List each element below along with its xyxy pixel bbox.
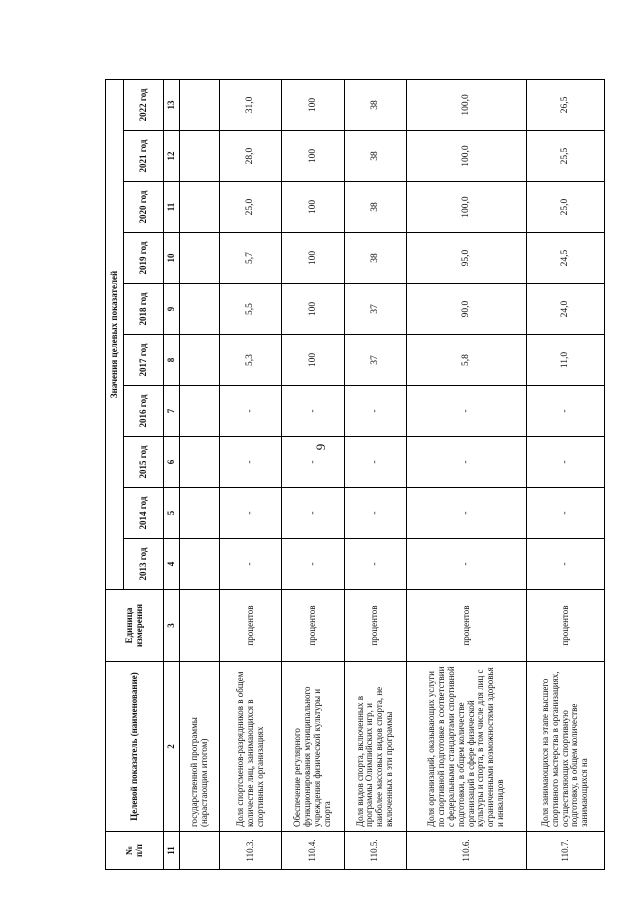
year-value: -	[220, 488, 282, 539]
unit: процентов	[282, 590, 344, 662]
year-value: 24,5	[527, 233, 605, 284]
unit: процентов	[406, 590, 526, 662]
column-number: 8	[164, 335, 180, 386]
year-value: 25,0	[220, 182, 282, 233]
year-value: -	[344, 386, 406, 437]
year-value: -	[282, 437, 344, 488]
year-value	[180, 437, 220, 488]
column-number: 5	[164, 488, 180, 539]
year-value: 100,0	[406, 79, 526, 130]
year-value: -	[282, 488, 344, 539]
year-value: -	[406, 437, 526, 488]
year-value: -	[282, 386, 344, 437]
year-value: -	[282, 539, 344, 590]
year-value: 38	[344, 131, 406, 182]
year-value: -	[220, 386, 282, 437]
target-indicators-table	[105, 79, 605, 870]
indicator-name: Обеспечение регулярного функционирования муниципального учреждения физической культуры и спорта	[282, 662, 344, 832]
table-row	[180, 79, 220, 869]
indicator-name: государственной программы (нарастающим итогом)	[180, 662, 220, 832]
column-number: 2	[164, 662, 180, 832]
year-value: 5,8	[406, 335, 526, 386]
column-number: 13	[164, 79, 180, 130]
column-number: 6	[164, 437, 180, 488]
header-year: 2013 год	[124, 539, 164, 590]
column-number: 9	[164, 284, 180, 335]
year-value: 5,3	[220, 335, 282, 386]
year-value: 24,0	[527, 284, 605, 335]
year-value: 26,5	[527, 79, 605, 130]
year-value: 95,0	[406, 233, 526, 284]
column-number: 7	[164, 386, 180, 437]
row-number: 110.4.	[282, 832, 344, 870]
indicator-name: Доля организаций, оказывающих услуги по спортивной подготовке в соответствии с федеральными стандартами спортивной подготовки, в общем количестве организаций в сфере физической культуры и спорта, в том числе для лиц с ограниченными возможностями здоровья и инвалидов	[406, 662, 526, 832]
year-value: 100	[282, 182, 344, 233]
year-value: 38	[344, 233, 406, 284]
row-number: 110.5.	[344, 832, 406, 870]
column-number: 4	[164, 539, 180, 590]
year-value: 11,0	[527, 335, 605, 386]
year-value	[180, 131, 220, 182]
indicator-name: Доля видов спорта, включенных в программы Олимпийских игр, и наиболее массовых видов спорта, не включенных в эти программы	[344, 662, 406, 832]
year-value: 100	[282, 335, 344, 386]
year-value: 100	[282, 79, 344, 130]
year-value	[180, 488, 220, 539]
table-stage	[105, 80, 605, 870]
year-value: -	[344, 539, 406, 590]
year-value: 25,0	[527, 182, 605, 233]
header-year: 2015 год	[124, 437, 164, 488]
column-number-row	[164, 79, 180, 869]
table-row	[406, 79, 526, 869]
header-year: 2018 год	[124, 284, 164, 335]
column-number: 3	[164, 590, 180, 662]
unit	[180, 590, 220, 662]
header-year: 2017 год	[124, 335, 164, 386]
column-number: 11	[164, 832, 180, 870]
header-year: 2014 год	[124, 488, 164, 539]
row-number: 110.6.	[406, 832, 526, 870]
year-value	[180, 539, 220, 590]
year-value: 100	[282, 233, 344, 284]
year-value: 100,0	[406, 131, 526, 182]
year-value	[180, 182, 220, 233]
header-year: 2020 год	[124, 182, 164, 233]
year-value: 90,0	[406, 284, 526, 335]
year-value	[180, 79, 220, 130]
year-value: 28,0	[220, 131, 282, 182]
year-value	[180, 335, 220, 386]
table-row	[220, 79, 282, 869]
header-year: 2016 год	[124, 386, 164, 437]
year-value: 100	[282, 131, 344, 182]
page-number: 9	[313, 443, 328, 451]
year-value	[180, 386, 220, 437]
year-value: -	[344, 437, 406, 488]
year-value: 100	[282, 284, 344, 335]
year-value: 5,5	[220, 284, 282, 335]
table-row	[282, 79, 344, 869]
year-value: 37	[344, 335, 406, 386]
header-indicator: Целевой показатель (наименование)	[106, 662, 164, 832]
unit: процентов	[344, 590, 406, 662]
year-value: -	[220, 539, 282, 590]
column-number: 11	[164, 182, 180, 233]
year-value: -	[406, 539, 526, 590]
table-row	[344, 79, 406, 869]
year-value: -	[406, 386, 526, 437]
year-value: -	[527, 437, 605, 488]
header-values-group: Значения целевых показателей	[106, 79, 124, 589]
year-value: 38	[344, 182, 406, 233]
year-value: 31,0	[220, 79, 282, 130]
indicator-name: Доля спортсменов-разрядников в общем количестве лиц, занимающихся в спортивных организациях	[220, 662, 282, 832]
header-year: 2022 год	[124, 79, 164, 130]
year-value: -	[527, 386, 605, 437]
column-number: 10	[164, 233, 180, 284]
year-value	[180, 233, 220, 284]
header-no: № п/п	[106, 832, 164, 870]
rotated-table-wrapper	[105, 80, 605, 870]
year-value: -	[527, 539, 605, 590]
header-unit: Единица измерения	[106, 590, 164, 662]
column-number: 12	[164, 131, 180, 182]
year-value: -	[344, 488, 406, 539]
unit: процентов	[527, 590, 605, 662]
row-number: 110.3.	[220, 832, 282, 870]
year-value	[180, 284, 220, 335]
year-value: 100,0	[406, 182, 526, 233]
year-value: 38	[344, 79, 406, 130]
year-value: 5,7	[220, 233, 282, 284]
table-row	[527, 79, 605, 869]
indicator-name: Доля занимающихся на этапе высшего спортивного мастерства в организациях, осуществляющих спортивную подготовку, в общем количестве занимающихся на	[527, 662, 605, 832]
row-number	[180, 832, 220, 870]
header-year: 2019 год	[124, 233, 164, 284]
unit: процентов	[220, 590, 282, 662]
year-value: 25,5	[527, 131, 605, 182]
year-value: -	[527, 488, 605, 539]
row-number: 110.7.	[527, 832, 605, 870]
year-value: 37	[344, 284, 406, 335]
header-year: 2021 год	[124, 131, 164, 182]
year-value: -	[406, 488, 526, 539]
year-value: -	[220, 437, 282, 488]
